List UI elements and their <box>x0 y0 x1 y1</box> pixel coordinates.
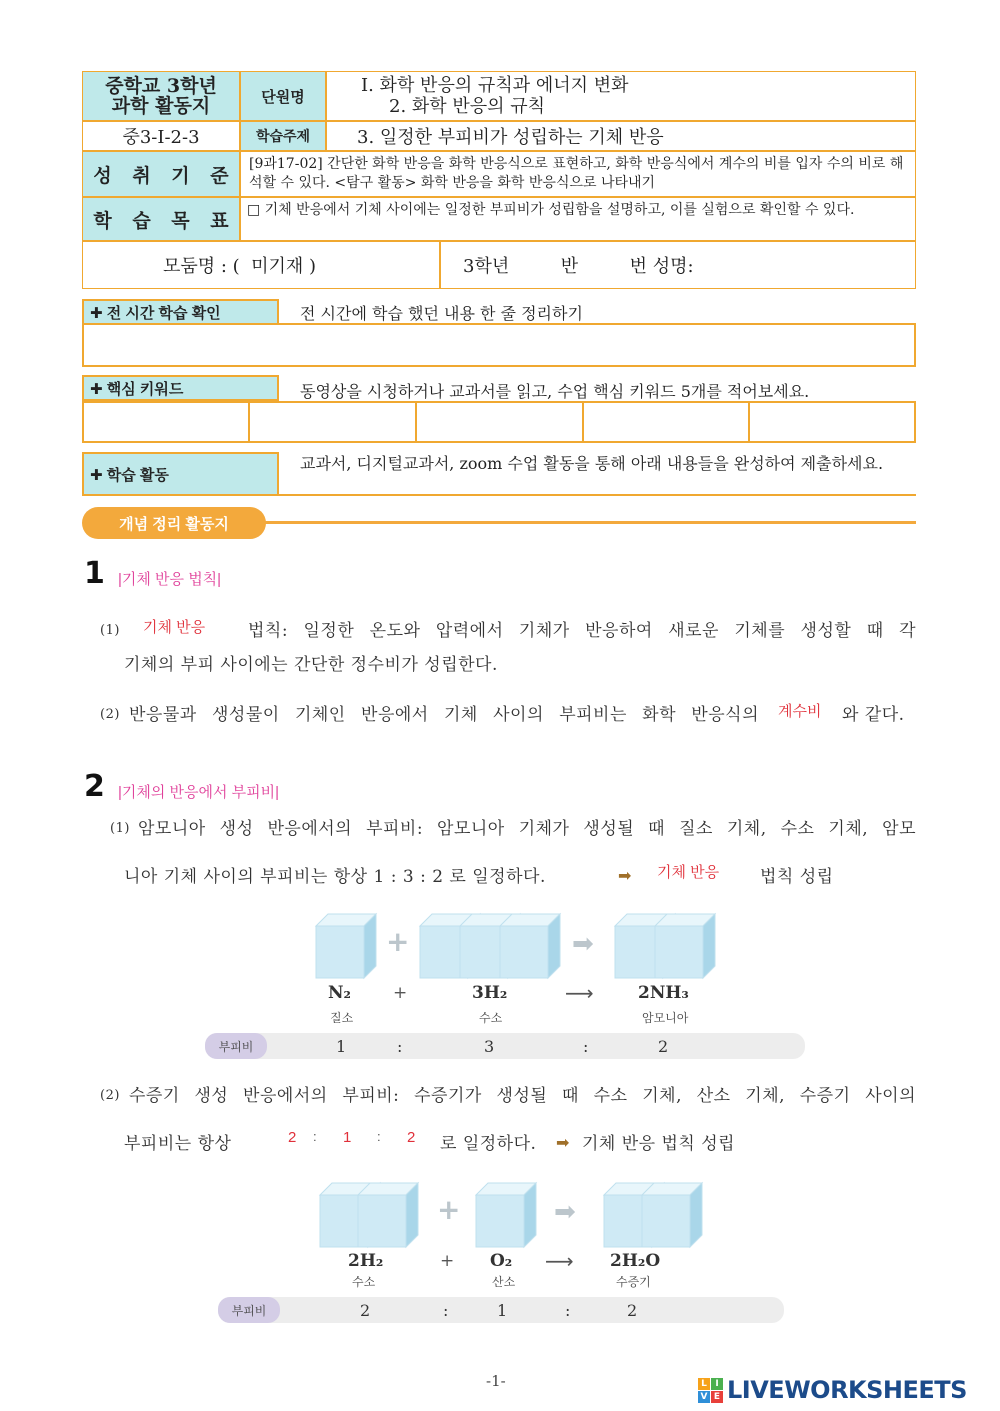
water-diagram <box>210 1175 790 1335</box>
section2-number: 2 <box>84 769 105 804</box>
s2-item2-arrow-icon: ➡ <box>556 1133 570 1152</box>
school-subject-cell <box>82 71 240 121</box>
ratio-colon: : <box>583 1037 589 1056</box>
s1-item2-text-b: 와 같다. <box>842 705 905 725</box>
unit-line2: 2. 화학 반응의 규칙 <box>389 96 546 117</box>
water-reactant2: O₂ <box>490 1251 513 1271</box>
review-label-box <box>82 299 279 325</box>
topic-label: 학습주제 <box>255 128 311 144</box>
topic-label-cell <box>240 121 326 151</box>
brand-name: LIVEWORKSHEETS <box>727 1376 967 1404</box>
unit-label: 단원명 <box>261 88 305 106</box>
goal-label: 학 습 목 표 <box>93 209 229 232</box>
review-label: ✚ 전 시간 학습 확인 <box>90 304 221 322</box>
s1-item2-text-a: 반응물과 생성물이 기체인 반응에서 기체 사이의 부피비는 화학 반응식의 <box>129 705 759 725</box>
keyword-box-1[interactable] <box>82 401 250 443</box>
review-section <box>82 299 916 367</box>
s1-item1-answer[interactable]: 기체 반응 <box>143 619 206 636</box>
s2-item1-text-a: 암모니아 생성 반응에서의 부피비: 암모니아 기체가 생성될 때 질소 기체, 수소 기체, 암모 <box>138 819 916 839</box>
ammonia-cube-2 <box>655 914 715 978</box>
student-info-cell[interactable] <box>440 241 916 289</box>
logo-letter-v: V <box>698 1391 710 1403</box>
section1-number: 1 <box>84 556 105 591</box>
s2-item1-text-c: 법칙 성립 <box>760 867 834 887</box>
s1-item1-prefix: (1) <box>100 623 120 638</box>
ammonia-ratio-label: 부피비 <box>205 1033 267 1059</box>
ammonia-reactant1-name: 질소 <box>330 1011 354 1025</box>
water-arrow-icon: ➡ <box>554 1197 576 1227</box>
water-reactant1: 2H₂ <box>348 1251 384 1271</box>
water-reactant2-name: 산소 <box>492 1275 516 1289</box>
keywords-label: ✚ 핵심 키워드 <box>90 380 184 398</box>
s2-item1-text-b: 니아 기체 사이의 부피비는 항상 1 : 3 : 2 로 일정하다. <box>124 867 546 887</box>
ratio-value: 3 <box>484 1037 495 1056</box>
goal-text: □ 기체 반응에서 기체 사이에는 일정한 부피비가 성립함을 설명하고, 이를 실험으로 확인할 수 있다. <box>247 202 855 218</box>
keyword-box-4[interactable] <box>582 401 750 443</box>
hydrogen-cube-3 <box>500 914 560 978</box>
water-ratio-values <box>210 1297 790 1323</box>
keywords-label-box <box>82 375 279 401</box>
s2-item2-answer-1[interactable]: 2 <box>288 1129 297 1146</box>
s1-item2-answer[interactable]: 계수비 <box>778 703 822 720</box>
water-cubes <box>210 1175 790 1250</box>
activity-underline <box>279 494 916 496</box>
s2-item2-text-a: 수증기 생성 반응에서의 부피비: 수증기가 생성될 때 수소 기체, 산소 기체, 수증기 사이의 <box>129 1086 916 1106</box>
water-reactant1-name: 수소 <box>352 1275 376 1289</box>
s1-item1-text-b: 기체의 부피 사이에는 간단한 정수비가 성립한다. <box>124 655 498 675</box>
section1-title: |기체 반응 법칙| <box>118 571 222 588</box>
logo-letter-i: I <box>711 1378 723 1390</box>
s2-item1-arrow-icon: ➡ <box>618 866 632 885</box>
liveworksheets-logo-icon <box>698 1378 723 1403</box>
school-label: 중학교 3학년 <box>105 75 217 97</box>
water-plus-text: + <box>440 1251 455 1271</box>
water-product-name: 수증기 <box>616 1275 651 1289</box>
water-ratio-label: 부피비 <box>218 1297 280 1323</box>
keywords-instruction: 동영상을 시청하거나 교과서를 읽고, 수업 핵심 키워드 5개를 적어보세요. <box>300 382 810 401</box>
header-table <box>82 71 916 289</box>
water-hydrogen-cube-2 <box>358 1183 418 1247</box>
ammonia-cubes <box>200 905 810 980</box>
ammonia-reactant2: 3H₂ <box>472 983 508 1003</box>
s1-item1-text-a: 법칙: 일정한 온도와 압력에서 기체가 반응하여 새로운 기체를 생성할 때 각 <box>248 621 916 641</box>
unit-value-cell <box>326 71 916 121</box>
achievement-label: 성 취 기 준 <box>93 164 229 187</box>
logo-letter-l: L <box>698 1378 710 1390</box>
concept-tab-line <box>262 521 916 524</box>
ammonia-plus-text: + <box>393 983 408 1003</box>
ratio-colon: : <box>565 1301 571 1320</box>
concept-tab <box>82 507 266 539</box>
s2-item2-text-b: 부피비는 항상 <box>124 1134 232 1154</box>
logo-letter-e: E <box>711 1391 723 1403</box>
ammonia-plus-icon: + <box>386 925 410 958</box>
s2-item2-answer-2[interactable]: 1 <box>343 1129 352 1146</box>
water-product: 2H₂O <box>610 1251 661 1271</box>
subject-label: 과학 활동지 <box>111 95 211 117</box>
s2-item2-text-c: 로 일정하다. <box>440 1134 537 1154</box>
s1-item2-prefix: (2) <box>100 707 120 722</box>
keyword-box-3[interactable] <box>415 401 584 443</box>
s2-item2-prefix: (2) <box>100 1088 120 1103</box>
ammonia-arrow-icon: ➡ <box>572 929 594 959</box>
code-cell <box>82 121 240 151</box>
activity-instruction: 교과서, 디지털교과서, zoom 수업 활동을 통해 아래 내용들을 완성하여 제출하세요. <box>300 454 884 473</box>
concept-tab-label: 개념 정리 활동지 <box>119 515 229 533</box>
review-instruction: 전 시간에 학습 했던 내용 한 줄 정리하기 <box>300 304 583 323</box>
steam-cube-2 <box>642 1183 702 1247</box>
oxygen-cube <box>476 1183 536 1247</box>
ratio-value: 2 <box>627 1301 638 1320</box>
ratio-value: 2 <box>360 1301 371 1320</box>
ratio-colon: : <box>443 1301 449 1320</box>
s2-item1-prefix: (1) <box>110 821 130 836</box>
topic-value-cell <box>326 121 916 151</box>
s2-item1-answer[interactable]: 기체 반응 <box>657 864 720 881</box>
ratio-value: 1 <box>497 1301 508 1320</box>
ratio-value: 2 <box>658 1037 669 1056</box>
ammonia-product: 2NH₃ <box>638 983 689 1003</box>
page-number: -1- <box>486 1372 506 1390</box>
nitrogen-cube <box>316 914 376 978</box>
ammonia-product-name: 암모니아 <box>642 1011 689 1025</box>
lesson-code: 중3-Ⅰ-2-3 <box>122 127 200 148</box>
review-input-box[interactable] <box>82 323 916 367</box>
water-arrow-text: ⟶ <box>545 1249 574 1273</box>
ratio-value: 1 <box>336 1037 347 1056</box>
s2-item2-text-d: 기체 반응 법칙 성립 <box>582 1134 736 1154</box>
topic-value: 3. 일정한 부피비가 성립하는 기체 반응 <box>357 127 664 148</box>
s2-item2-colon-2: : <box>377 1129 381 1144</box>
goal-text-cell <box>240 197 916 241</box>
keyword-box-2[interactable] <box>248 401 417 443</box>
goal-label-cell <box>82 197 240 241</box>
achievement-label-cell <box>82 151 240 197</box>
achievement-text-cell <box>240 151 916 197</box>
group-name: 모둠명 : ( 미기재 ) <box>163 256 317 277</box>
s2-item2-answer-3[interactable]: 2 <box>407 1129 416 1146</box>
group-name-cell[interactable] <box>82 241 440 289</box>
ammonia-ratio-values <box>200 1033 810 1059</box>
activity-label-box <box>82 452 279 496</box>
unit-line1: Ⅰ. 화학 반응의 규칙과 에너지 변화 <box>361 75 629 96</box>
keyword-box-5[interactable] <box>748 401 916 443</box>
ammonia-reactant2-name: 수소 <box>479 1011 503 1025</box>
section2-title: |기체의 반응에서 부피비| <box>118 784 280 801</box>
s2-item2-colon-1: : <box>313 1129 317 1144</box>
water-plus-icon: + <box>437 1193 461 1226</box>
ratio-colon: : <box>397 1037 403 1056</box>
activity-label: ✚ 학습 활동 <box>90 466 169 484</box>
ammonia-reactant1: N₂ <box>328 983 351 1003</box>
activity-section <box>82 452 916 496</box>
liveworksheets-brand[interactable] <box>698 1376 967 1404</box>
achievement-text: [9과17-02] 간단한 화학 반응을 화학 반응식으로 표현하고, 화학 반응식에서 계수의 비를 입자 수의 비로 해석할 수 있다. <탐구 활동> 화학 반응을 화학 반응식으로 나타내기 <box>249 156 904 191</box>
keywords-section <box>82 375 916 443</box>
student-info: 3학년 반 번 성명: <box>463 256 694 277</box>
unit-label-cell <box>240 71 326 121</box>
ammonia-diagram <box>200 905 810 1065</box>
ammonia-arrow-text: ⟶ <box>565 981 594 1005</box>
